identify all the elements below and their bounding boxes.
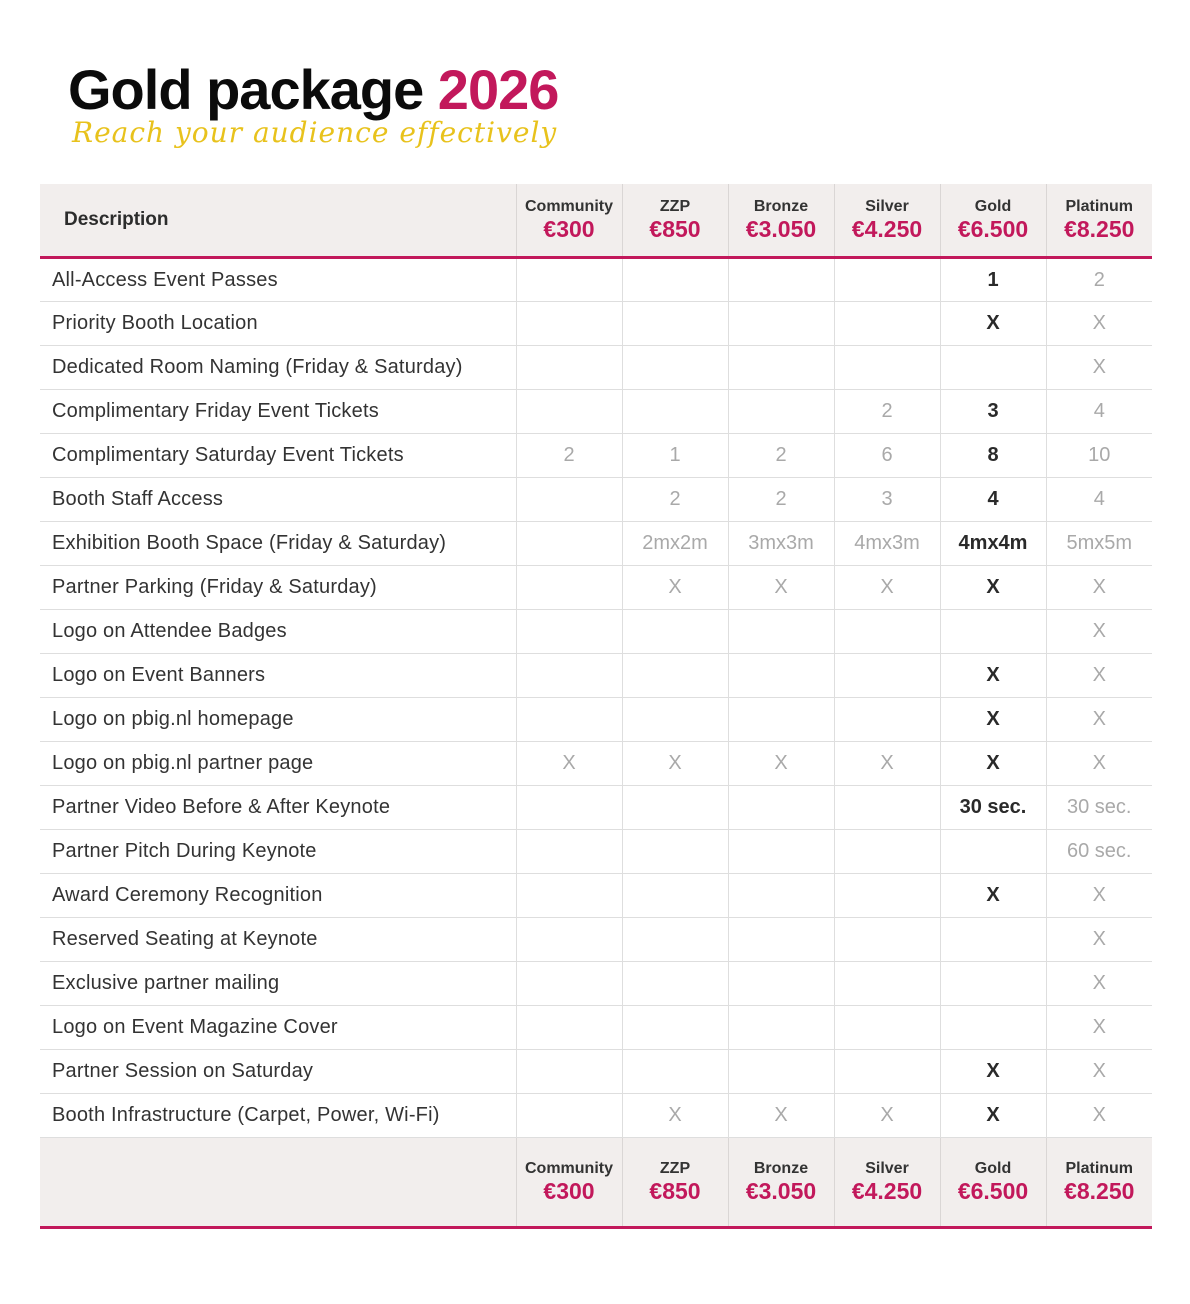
tier-price: €3.050	[745, 1178, 817, 1204]
tier-price: €4.250	[851, 216, 923, 242]
value-cell-platinum: X	[1046, 918, 1152, 962]
footer-description-cell	[40, 1138, 516, 1228]
tier-price: €300	[543, 216, 595, 242]
page-title	[68, 58, 558, 122]
feature-label: Logo on pbig.nl homepage	[40, 698, 516, 742]
value-cell-gold: 4	[940, 478, 1046, 522]
value-cell-silver: X	[834, 742, 940, 786]
value-cell-community	[516, 962, 622, 1006]
value-cell-platinum: X	[1046, 654, 1152, 698]
value-cell-zzp: 2	[622, 478, 728, 522]
tier-footer-bronze	[728, 1138, 834, 1228]
value-cell-platinum: 60 sec.	[1046, 830, 1152, 874]
tier-name: Silver	[865, 198, 909, 215]
tier-price: €6.500	[957, 1178, 1029, 1204]
table-row	[40, 610, 1152, 654]
value-cell-bronze	[728, 258, 834, 302]
table-header-row	[40, 184, 1152, 258]
value-cell-gold	[940, 962, 1046, 1006]
value-cell-platinum: X	[1046, 302, 1152, 346]
feature-label: Partner Session on Saturday	[40, 1050, 516, 1094]
value-cell-community	[516, 918, 622, 962]
description-column-header: Description	[40, 184, 516, 258]
value-cell-community	[516, 302, 622, 346]
feature-label: Complimentary Friday Event Tickets	[40, 390, 516, 434]
tier-footer-platinum	[1046, 1138, 1152, 1228]
value-cell-gold: X	[940, 654, 1046, 698]
feature-label: Exhibition Booth Space (Friday & Saturday)	[40, 522, 516, 566]
value-cell-community	[516, 390, 622, 434]
feature-label: Reserved Seating at Keynote	[40, 918, 516, 962]
tier-name: Community	[525, 1160, 613, 1177]
table-row	[40, 786, 1152, 830]
value-cell-community	[516, 1094, 622, 1138]
tier-price: €300	[543, 1178, 595, 1204]
tier-name: Bronze	[753, 1160, 809, 1177]
tier-name: Silver	[865, 1160, 909, 1177]
table-row	[40, 962, 1152, 1006]
value-cell-platinum: 30 sec.	[1046, 786, 1152, 830]
value-cell-zzp: 1	[622, 434, 728, 478]
value-cell-community	[516, 1050, 622, 1094]
tier-name: Bronze	[753, 198, 809, 215]
value-cell-silver	[834, 874, 940, 918]
table-row	[40, 302, 1152, 346]
tier-price: €850	[649, 1178, 701, 1204]
feature-label: Logo on Event Banners	[40, 654, 516, 698]
tier-price: €6.500	[957, 216, 1029, 242]
value-cell-zzp	[622, 346, 728, 390]
value-cell-community	[516, 830, 622, 874]
value-cell-zzp	[622, 258, 728, 302]
table-row	[40, 742, 1152, 786]
table-row	[40, 522, 1152, 566]
tier-header-bronze	[728, 184, 834, 258]
table-row	[40, 698, 1152, 742]
feature-label: Dedicated Room Naming (Friday & Saturday)	[40, 346, 516, 390]
value-cell-zzp	[622, 1050, 728, 1094]
tier-header-silver	[834, 184, 940, 258]
value-cell-bronze	[728, 346, 834, 390]
table-row	[40, 830, 1152, 874]
value-cell-zzp	[622, 302, 728, 346]
value-cell-silver: 3	[834, 478, 940, 522]
value-cell-platinum: X	[1046, 874, 1152, 918]
value-cell-platinum: X	[1046, 566, 1152, 610]
value-cell-gold: X	[940, 742, 1046, 786]
tier-name: Gold	[974, 1160, 1012, 1177]
value-cell-bronze: 2	[728, 434, 834, 478]
value-cell-zzp: X	[622, 1094, 728, 1138]
value-cell-silver	[834, 962, 940, 1006]
tier-header-gold	[940, 184, 1046, 258]
value-cell-gold: 30 sec.	[940, 786, 1046, 830]
table-row	[40, 918, 1152, 962]
value-cell-gold: X	[940, 698, 1046, 742]
value-cell-zzp	[622, 390, 728, 434]
value-cell-silver	[834, 654, 940, 698]
table-row	[40, 390, 1152, 434]
value-cell-community	[516, 874, 622, 918]
value-cell-community	[516, 698, 622, 742]
feature-label: Booth Staff Access	[40, 478, 516, 522]
value-cell-silver	[834, 302, 940, 346]
feature-label: Logo on Attendee Badges	[40, 610, 516, 654]
value-cell-zzp	[622, 918, 728, 962]
tier-price: €8.250	[1064, 1178, 1135, 1204]
value-cell-platinum: X	[1046, 698, 1152, 742]
feature-label: Priority Booth Location	[40, 302, 516, 346]
value-cell-silver	[834, 830, 940, 874]
value-cell-gold	[940, 346, 1046, 390]
value-cell-gold	[940, 918, 1046, 962]
value-cell-gold: 4mx4m	[940, 522, 1046, 566]
table-row	[40, 478, 1152, 522]
value-cell-zzp	[622, 786, 728, 830]
value-cell-zzp: X	[622, 566, 728, 610]
tier-header-community	[516, 184, 622, 258]
value-cell-gold: X	[940, 566, 1046, 610]
value-cell-silver	[834, 698, 940, 742]
value-cell-gold: X	[940, 302, 1046, 346]
tier-name: Gold	[974, 198, 1012, 215]
feature-label: Partner Parking (Friday & Saturday)	[40, 566, 516, 610]
tier-price: €4.250	[851, 1178, 923, 1204]
value-cell-bronze	[728, 654, 834, 698]
value-cell-silver	[834, 610, 940, 654]
value-cell-silver: 4mx3m	[834, 522, 940, 566]
value-cell-bronze	[728, 786, 834, 830]
table-row	[40, 1094, 1152, 1138]
value-cell-bronze	[728, 1006, 834, 1050]
value-cell-silver	[834, 786, 940, 830]
table-row	[40, 258, 1152, 302]
value-cell-gold: X	[940, 1094, 1046, 1138]
value-cell-bronze: X	[728, 1094, 834, 1138]
feature-label: Logo on Event Magazine Cover	[40, 1006, 516, 1050]
tier-footer-community	[516, 1138, 622, 1228]
value-cell-bronze	[728, 698, 834, 742]
tier-name: Community	[525, 198, 613, 215]
value-cell-silver: 2	[834, 390, 940, 434]
value-cell-zzp	[622, 1006, 728, 1050]
table-body	[40, 258, 1152, 1138]
value-cell-bronze: 3mx3m	[728, 522, 834, 566]
value-cell-zzp	[622, 962, 728, 1006]
value-cell-community	[516, 258, 622, 302]
feature-label: Award Ceremony Recognition	[40, 874, 516, 918]
feature-label: Exclusive partner mailing	[40, 962, 516, 1006]
value-cell-gold: X	[940, 1050, 1046, 1094]
value-cell-silver	[834, 918, 940, 962]
value-cell-platinum: X	[1046, 742, 1152, 786]
value-cell-platinum: X	[1046, 346, 1152, 390]
title-year: 2026	[437, 58, 559, 121]
value-cell-bronze	[728, 1050, 834, 1094]
value-cell-gold	[940, 610, 1046, 654]
tagline: Reach your audience effectively	[72, 116, 558, 149]
value-cell-platinum: X	[1046, 610, 1152, 654]
table-row	[40, 874, 1152, 918]
feature-label: Partner Video Before & After Keynote	[40, 786, 516, 830]
value-cell-zzp	[622, 654, 728, 698]
value-cell-platinum: X	[1046, 1006, 1152, 1050]
value-cell-gold: 3	[940, 390, 1046, 434]
value-cell-zzp	[622, 830, 728, 874]
value-cell-gold: 8	[940, 434, 1046, 478]
tier-header-zzp	[622, 184, 728, 258]
value-cell-platinum: X	[1046, 1094, 1152, 1138]
value-cell-community	[516, 610, 622, 654]
value-cell-bronze	[728, 874, 834, 918]
value-cell-bronze	[728, 918, 834, 962]
tier-name: ZZP	[659, 198, 691, 215]
value-cell-zzp: X	[622, 742, 728, 786]
value-cell-platinum: 4	[1046, 478, 1152, 522]
tier-name: Platinum	[1065, 198, 1134, 215]
value-cell-community	[516, 346, 622, 390]
title-text: Gold package	[68, 58, 424, 121]
value-cell-silver: X	[834, 566, 940, 610]
value-cell-bronze: X	[728, 742, 834, 786]
value-cell-community	[516, 522, 622, 566]
tier-header-platinum	[1046, 184, 1152, 258]
value-cell-platinum: 2	[1046, 258, 1152, 302]
table-row	[40, 566, 1152, 610]
value-cell-bronze: 2	[728, 478, 834, 522]
value-cell-silver	[834, 346, 940, 390]
tier-name: ZZP	[659, 1160, 691, 1177]
tier-price: €8.250	[1064, 216, 1135, 242]
feature-label: Partner Pitch During Keynote	[40, 830, 516, 874]
value-cell-gold: 1	[940, 258, 1046, 302]
value-cell-platinum: 10	[1046, 434, 1152, 478]
value-cell-gold	[940, 1006, 1046, 1050]
value-cell-community	[516, 566, 622, 610]
value-cell-bronze	[728, 610, 834, 654]
value-cell-platinum: 5mx5m	[1046, 522, 1152, 566]
value-cell-silver	[834, 1050, 940, 1094]
table-row	[40, 654, 1152, 698]
value-cell-bronze	[728, 830, 834, 874]
value-cell-silver: 6	[834, 434, 940, 478]
value-cell-zzp	[622, 874, 728, 918]
value-cell-community: 2	[516, 434, 622, 478]
table-row	[40, 1050, 1152, 1094]
value-cell-community	[516, 786, 622, 830]
value-cell-silver	[834, 1006, 940, 1050]
value-cell-community	[516, 654, 622, 698]
value-cell-bronze	[728, 390, 834, 434]
value-cell-gold: X	[940, 874, 1046, 918]
value-cell-bronze: X	[728, 566, 834, 610]
tier-footer-gold	[940, 1138, 1046, 1228]
value-cell-gold	[940, 830, 1046, 874]
value-cell-zzp: 2mx2m	[622, 522, 728, 566]
tier-footer-silver	[834, 1138, 940, 1228]
table-footer-row	[40, 1138, 1152, 1228]
value-cell-bronze	[728, 962, 834, 1006]
table-row	[40, 1006, 1152, 1050]
value-cell-community	[516, 1006, 622, 1050]
table-row	[40, 346, 1152, 390]
package-comparison-table	[40, 184, 1152, 1229]
value-cell-community: X	[516, 742, 622, 786]
feature-label: Logo on pbig.nl partner page	[40, 742, 516, 786]
tier-footer-zzp	[622, 1138, 728, 1228]
value-cell-platinum: X	[1046, 962, 1152, 1006]
feature-label: All-Access Event Passes	[40, 258, 516, 302]
tier-name: Platinum	[1065, 1160, 1134, 1177]
value-cell-zzp	[622, 610, 728, 654]
value-cell-community	[516, 478, 622, 522]
tier-price: €850	[649, 216, 701, 242]
value-cell-silver	[834, 258, 940, 302]
feature-label: Complimentary Saturday Event Tickets	[40, 434, 516, 478]
value-cell-zzp	[622, 698, 728, 742]
tier-price: €3.050	[745, 216, 817, 242]
table-row	[40, 434, 1152, 478]
feature-label: Booth Infrastructure (Carpet, Power, Wi-Fi)	[52, 1104, 440, 1126]
value-cell-bronze	[728, 302, 834, 346]
value-cell-silver: X	[834, 1094, 940, 1138]
value-cell-platinum: X	[1046, 1050, 1152, 1094]
value-cell-platinum: 4	[1046, 390, 1152, 434]
